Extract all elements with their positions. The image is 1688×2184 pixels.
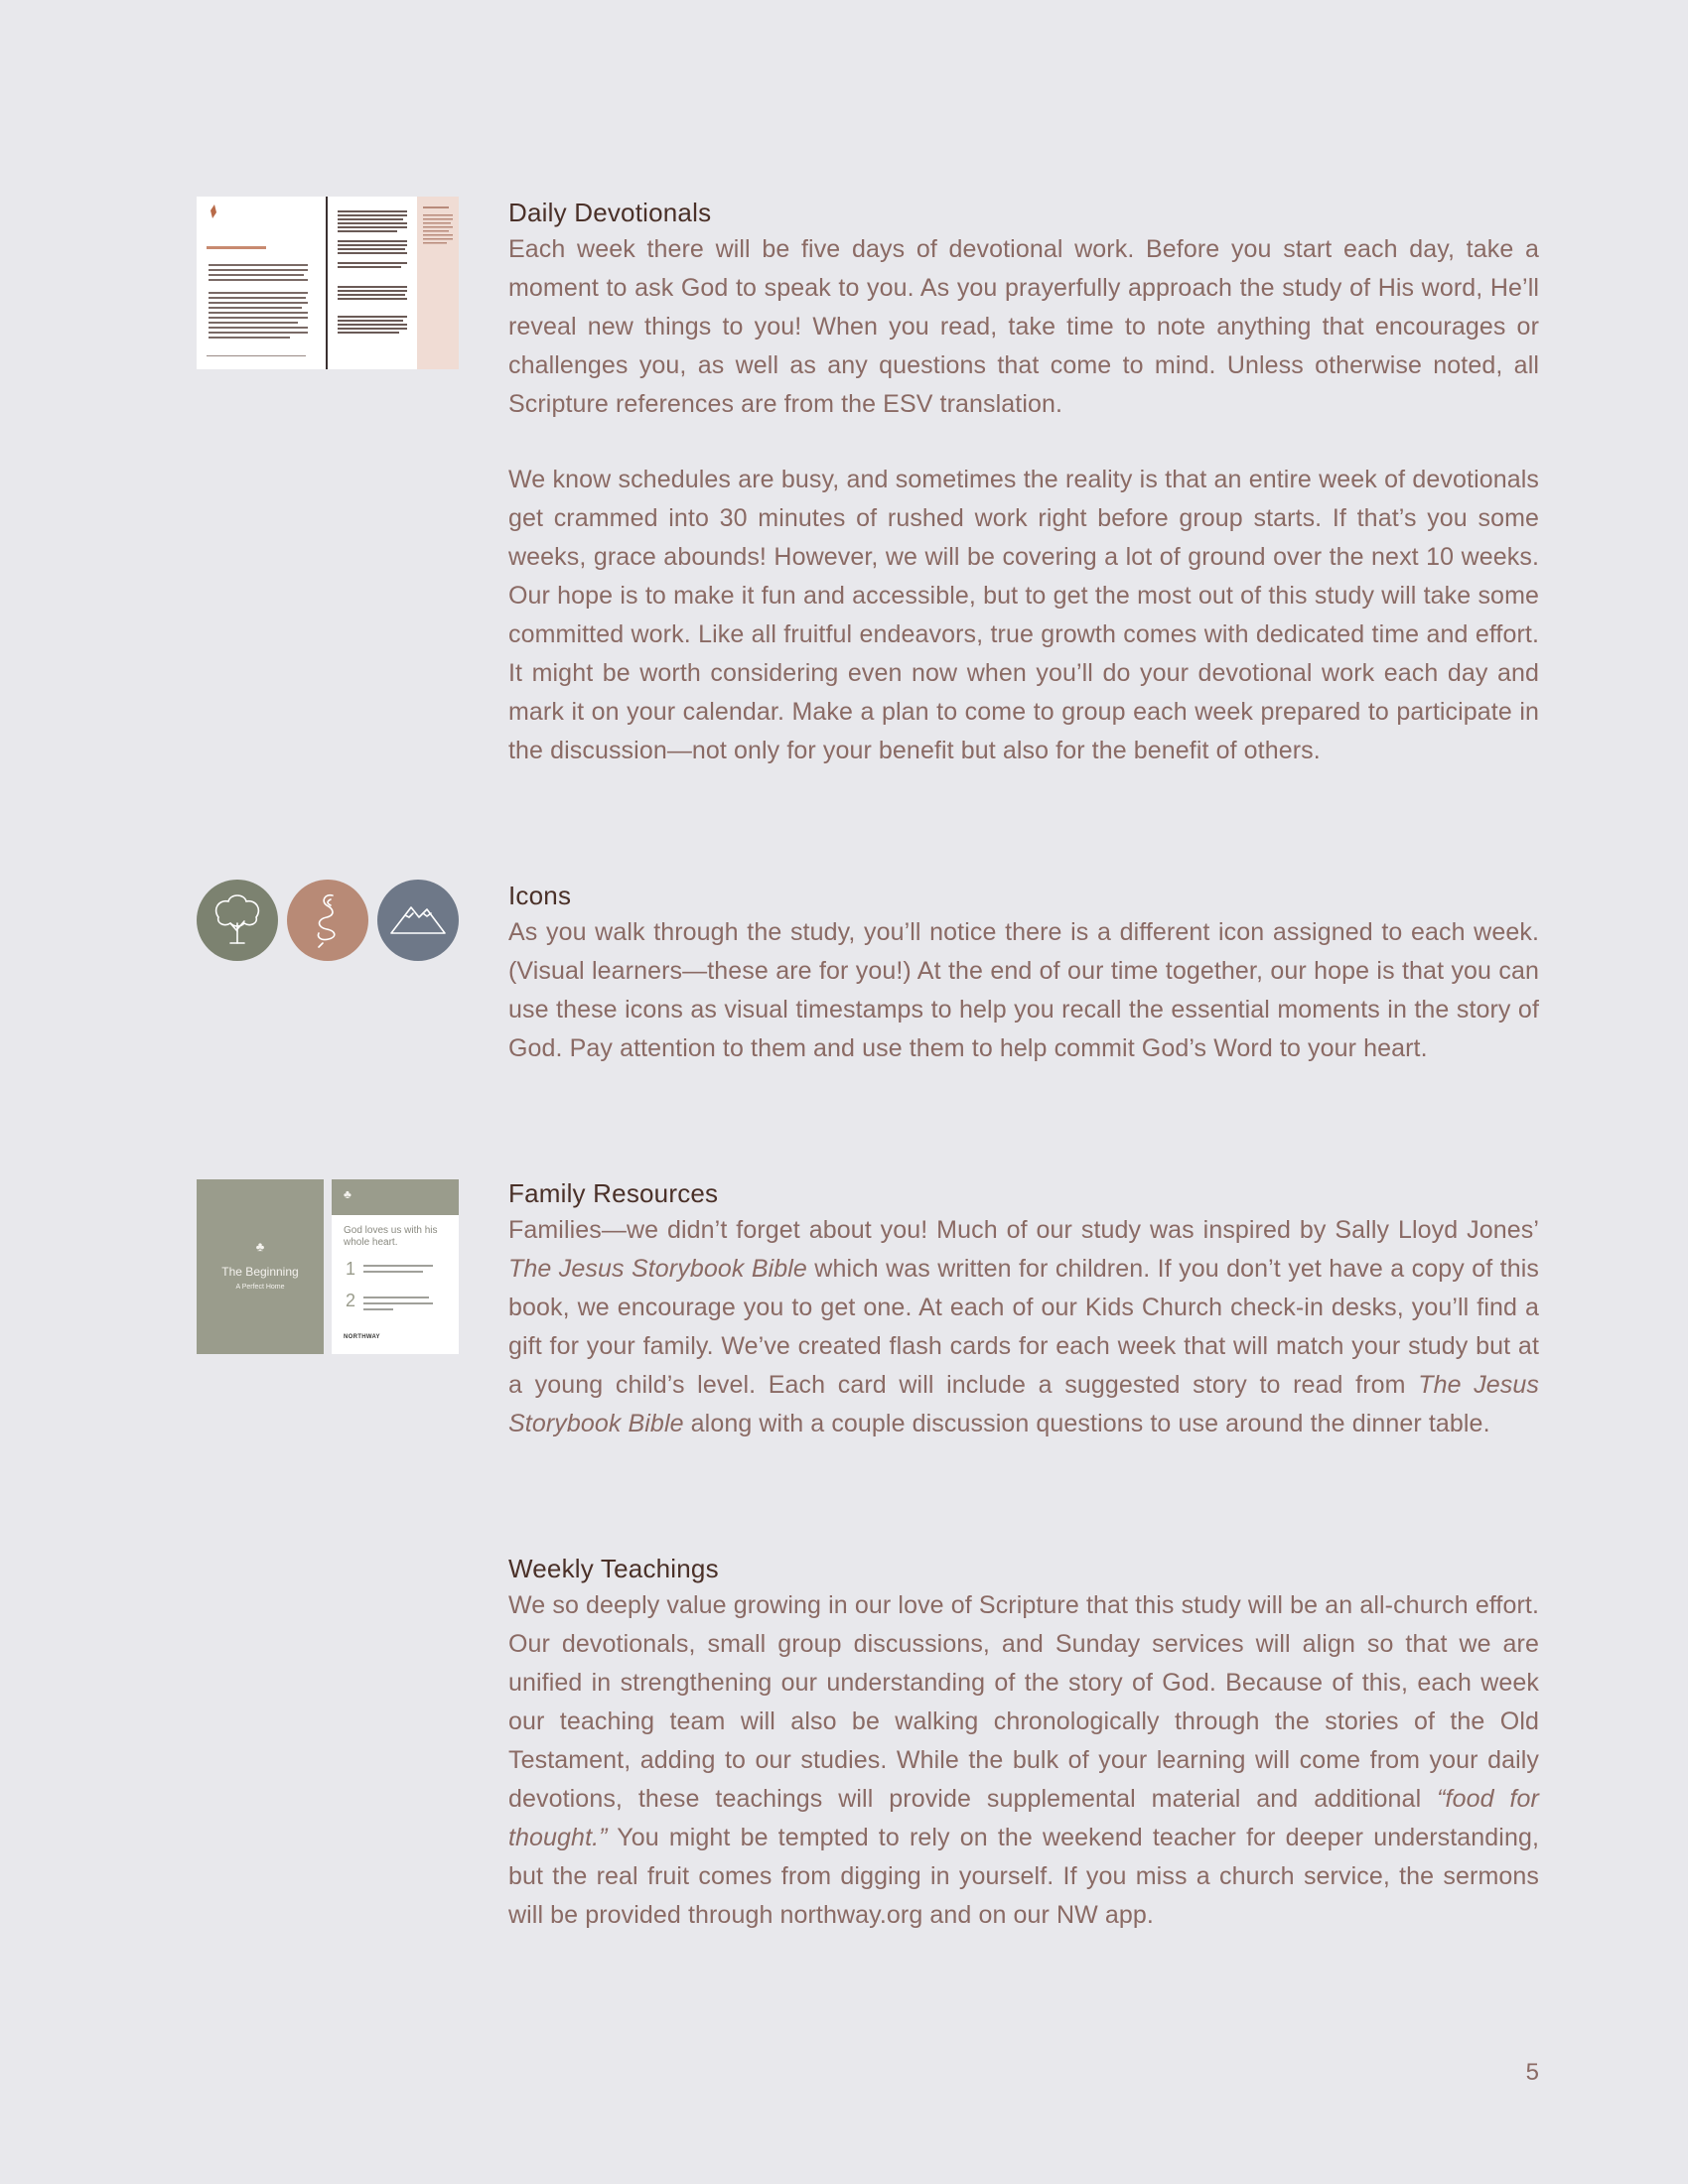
daily-devotionals-paragraph-2: We know schedules are busy, and sometimes the reality is that an entire week of devotionals get crammed into 30 minutes of rushed work right before group starts. If that’s you some weeks, grace abounds! However, we will be covering a lot of ground over the next 10 weeks. Our hope is to make it fun and accessible, but to get the most out of this study will take some committed work. Like all fruitful endeavors, true growth comes with dedicated time and effort. It might be worth considering even now when you’ll do your devotional work each day and mark it on your calendar. Make a plan to come to group each week prepared to participate in the discussion—not only for your benefit but also for the benefit of others.: [508, 466, 1539, 764]
flash-cards-thumbnail: [197, 1179, 459, 1354]
mountain-icon: [377, 880, 459, 961]
question-number-2: 2: [346, 1291, 356, 1310]
text-run: We so deeply value growing in our love of Scripture that this study will be an all-church effort. Our devotionals, small group discussions, and Sunday services will align so that we are unified in strengthening our understanding of the story of God. Because of this, each week our teaching team will also be walking chronologically through the stories of the Old Testament, adding to our studies. While the bulk of your learning will come from your daily devotions, these teachings will provide supplemental material and additional: [508, 1591, 1539, 1813]
tree-icon: ♣: [255, 1239, 265, 1254]
daily-devotionals-paragraph-1: Each week there will be five days of devotional work. Before you start each day, take a moment to ask God to speak to you. As you prayerfully approach the study of His word, He’ll reveal new things to you! When you read, take time to note anything that encourages or challenges you, as well as any questions that come to mind. Unless otherwise noted, all Scripture references are from the ESV translation.: [508, 235, 1539, 418]
mountain-icon-bg: [377, 880, 459, 961]
icons-paragraph: As you walk through the study, you’ll notice there is a different icon assigned to each week. (Visual learners—these are for you!) At the end of our time together, our hope is that you can use these icons as visual timestamps to help you recall the essential moments in the story of God. Pay attention to them and use them to help commit God’s Word to your heart.: [508, 918, 1539, 1062]
card-back-logo: NORTHWAY: [344, 1334, 380, 1340]
book-title: The Jesus Storybook Bible: [508, 1371, 1540, 1437]
serpent-icon: [287, 880, 368, 961]
question-number-1: 1: [346, 1259, 356, 1279]
daily-devotionals-heading: Daily Devotionals: [508, 198, 712, 227]
text-run: along with a couple discussion questions to use around the dinner table.: [683, 1410, 1490, 1437]
flash-card-back: [332, 1179, 459, 1354]
card-front-title: The Beginning: [221, 1265, 299, 1279]
tree-icon: ♣: [344, 1187, 352, 1201]
weekly-teachings-heading: Weekly Teachings: [508, 1554, 719, 1583]
devotional-book-thumbnail: [197, 197, 459, 369]
family-resources-heading: Family Resources: [508, 1178, 719, 1208]
serpent-icon-bg: [287, 880, 368, 961]
text-run: You might be tempted to rely on the weekend teacher for deeper understanding, but the real fruit comes from digging in yourself. If you miss a church service, the sermons will be provided through northway.org and on our NW app.: [508, 1824, 1539, 1929]
question-1-text: [363, 1263, 443, 1283]
tree-icon: [197, 880, 278, 961]
icons-heading: Icons: [508, 881, 572, 910]
flash-card-front: [197, 1179, 324, 1354]
card-front-subtitle: A Perfect Home: [235, 1284, 285, 1291]
tree-icon-bg: [197, 880, 278, 961]
card-back-header: [332, 1179, 459, 1215]
book-title: The Jesus Storybook Bible: [508, 1255, 807, 1283]
text-run: which was written for children. If you don’t yet have a copy of this book, we encourage you to get one. At each of our Kids Church check-in desks, you’ll find a gift for your family. We’ve created flash cards for each week that will match your study but at a young child’s level. Each card will include a suggested story to read from: [508, 1255, 1539, 1399]
family-resources-paragraph: [508, 1211, 1539, 1443]
week-icons-group: [197, 880, 459, 963]
question-2-text: [363, 1295, 443, 1320]
emphasis: “food for thought.”: [508, 1785, 1539, 1851]
page-number: 5: [1525, 2059, 1539, 2086]
weekly-teachings-paragraph: [508, 1586, 1539, 1935]
text-run: Families—we didn’t forget about you! Much of our study was inspired by Sally Lloyd Jones’: [508, 1216, 1539, 1244]
card-back-title: God loves us with his whole heart.: [344, 1225, 438, 1248]
